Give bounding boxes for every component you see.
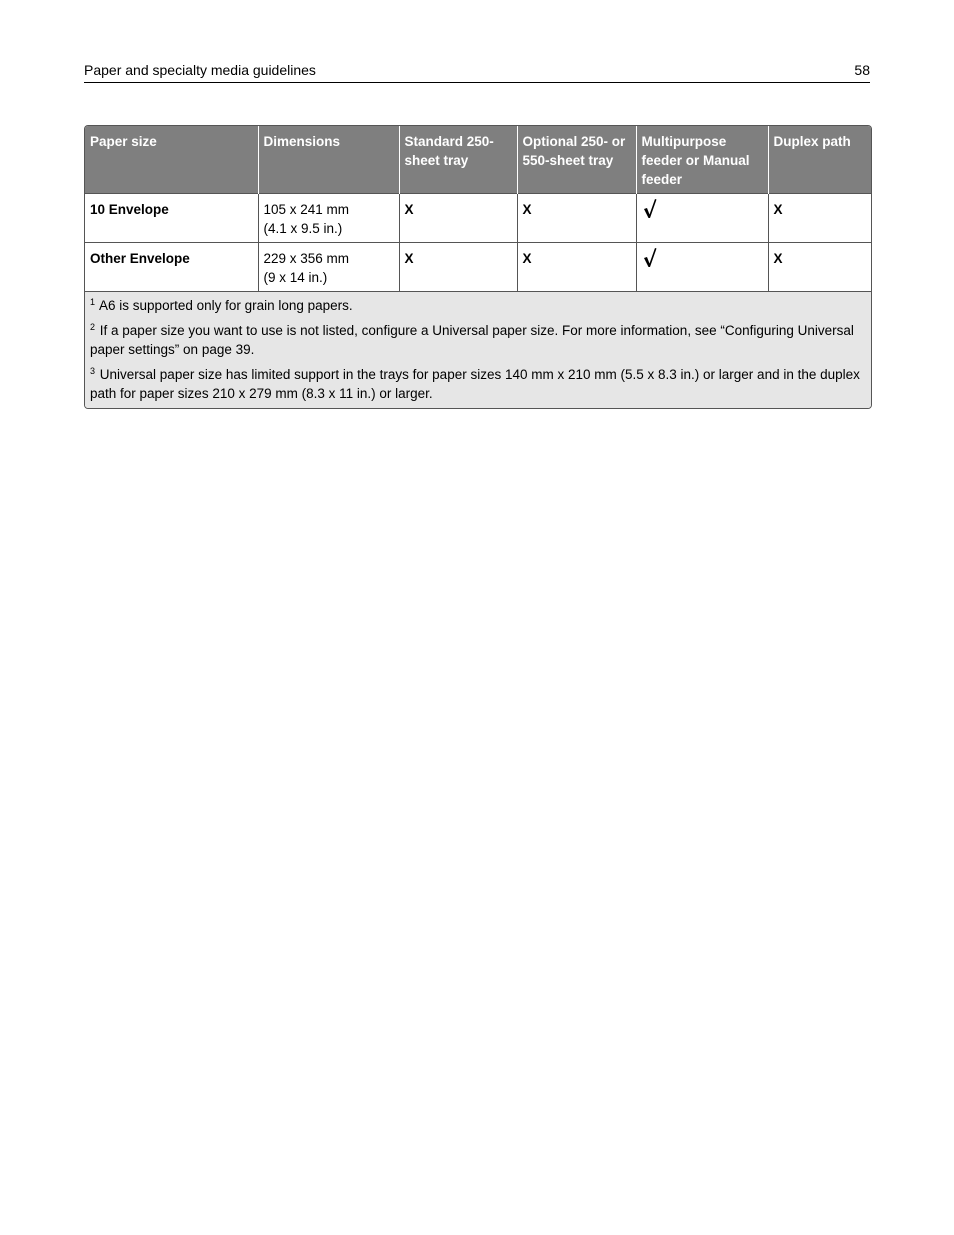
cell-standard-tray: X bbox=[399, 194, 517, 243]
cell-optional-tray: X bbox=[517, 194, 636, 243]
column-header-paper-size: Paper size bbox=[85, 126, 258, 194]
column-header-multipurpose-feeder: Multipurpose feeder or Manual feeder bbox=[636, 126, 768, 194]
column-header-duplex-path: Duplex path bbox=[768, 126, 871, 194]
cell-standard-tray: X bbox=[399, 243, 517, 292]
cell-multipurpose-feeder bbox=[636, 194, 768, 243]
cell-duplex-path: X bbox=[768, 194, 871, 243]
table-footnotes bbox=[85, 291, 871, 408]
dimensions-metric: 105 x 241 mm bbox=[263, 202, 350, 217]
table-row bbox=[85, 194, 871, 243]
page-header bbox=[84, 58, 870, 83]
table-header-row bbox=[85, 126, 871, 194]
cell-dimensions bbox=[258, 243, 399, 292]
footnote-marker: 3 bbox=[90, 366, 96, 376]
dimensions-imperial: (4.1 x 9.5 in.) bbox=[263, 221, 343, 236]
footnote-text: A6 is supported only for grain long papers. bbox=[99, 298, 353, 313]
dimensions-imperial: (9 x 14 in.) bbox=[263, 270, 328, 285]
cell-paper-size: 10 Envelope bbox=[85, 194, 258, 243]
table-row bbox=[85, 243, 871, 292]
footnote-marker: 1 bbox=[90, 297, 96, 307]
cell-optional-tray: X bbox=[517, 243, 636, 292]
dimensions-metric: 229 x 356 mm bbox=[263, 251, 350, 266]
column-header-standard-tray: Standard 250-sheet tray bbox=[399, 126, 517, 194]
footnote bbox=[90, 321, 866, 359]
running-title: Paper and specialty media guidelines bbox=[84, 62, 316, 78]
cell-dimensions bbox=[258, 194, 399, 243]
checkmark-icon bbox=[642, 246, 658, 268]
footnote-text: Universal paper size has limited support in the trays for paper sizes 140 mm x 210 mm (5.5 x 8.3 in.) or larger and in the duplex path for paper sizes 210 x 279 mm (8.3 x 11 in.) or larger. bbox=[90, 367, 860, 401]
paper-support-table bbox=[84, 125, 872, 409]
column-header-optional-tray: Optional 250- or 550-sheet tray bbox=[517, 126, 636, 194]
cell-paper-size: Other Envelope bbox=[85, 243, 258, 292]
column-header-dimensions: Dimensions bbox=[258, 126, 399, 194]
footnote bbox=[90, 296, 866, 315]
page-number: 58 bbox=[854, 62, 870, 78]
cell-multipurpose-feeder bbox=[636, 243, 768, 292]
footnote-marker: 2 bbox=[90, 322, 96, 332]
footnote-text: If a paper size you want to use is not listed, configure a Universal paper size. For more information, see “Configuring Universal paper settings” on page 39. bbox=[90, 323, 854, 357]
checkmark-icon bbox=[642, 197, 658, 219]
footnote bbox=[90, 365, 866, 403]
cell-duplex-path: X bbox=[768, 243, 871, 292]
